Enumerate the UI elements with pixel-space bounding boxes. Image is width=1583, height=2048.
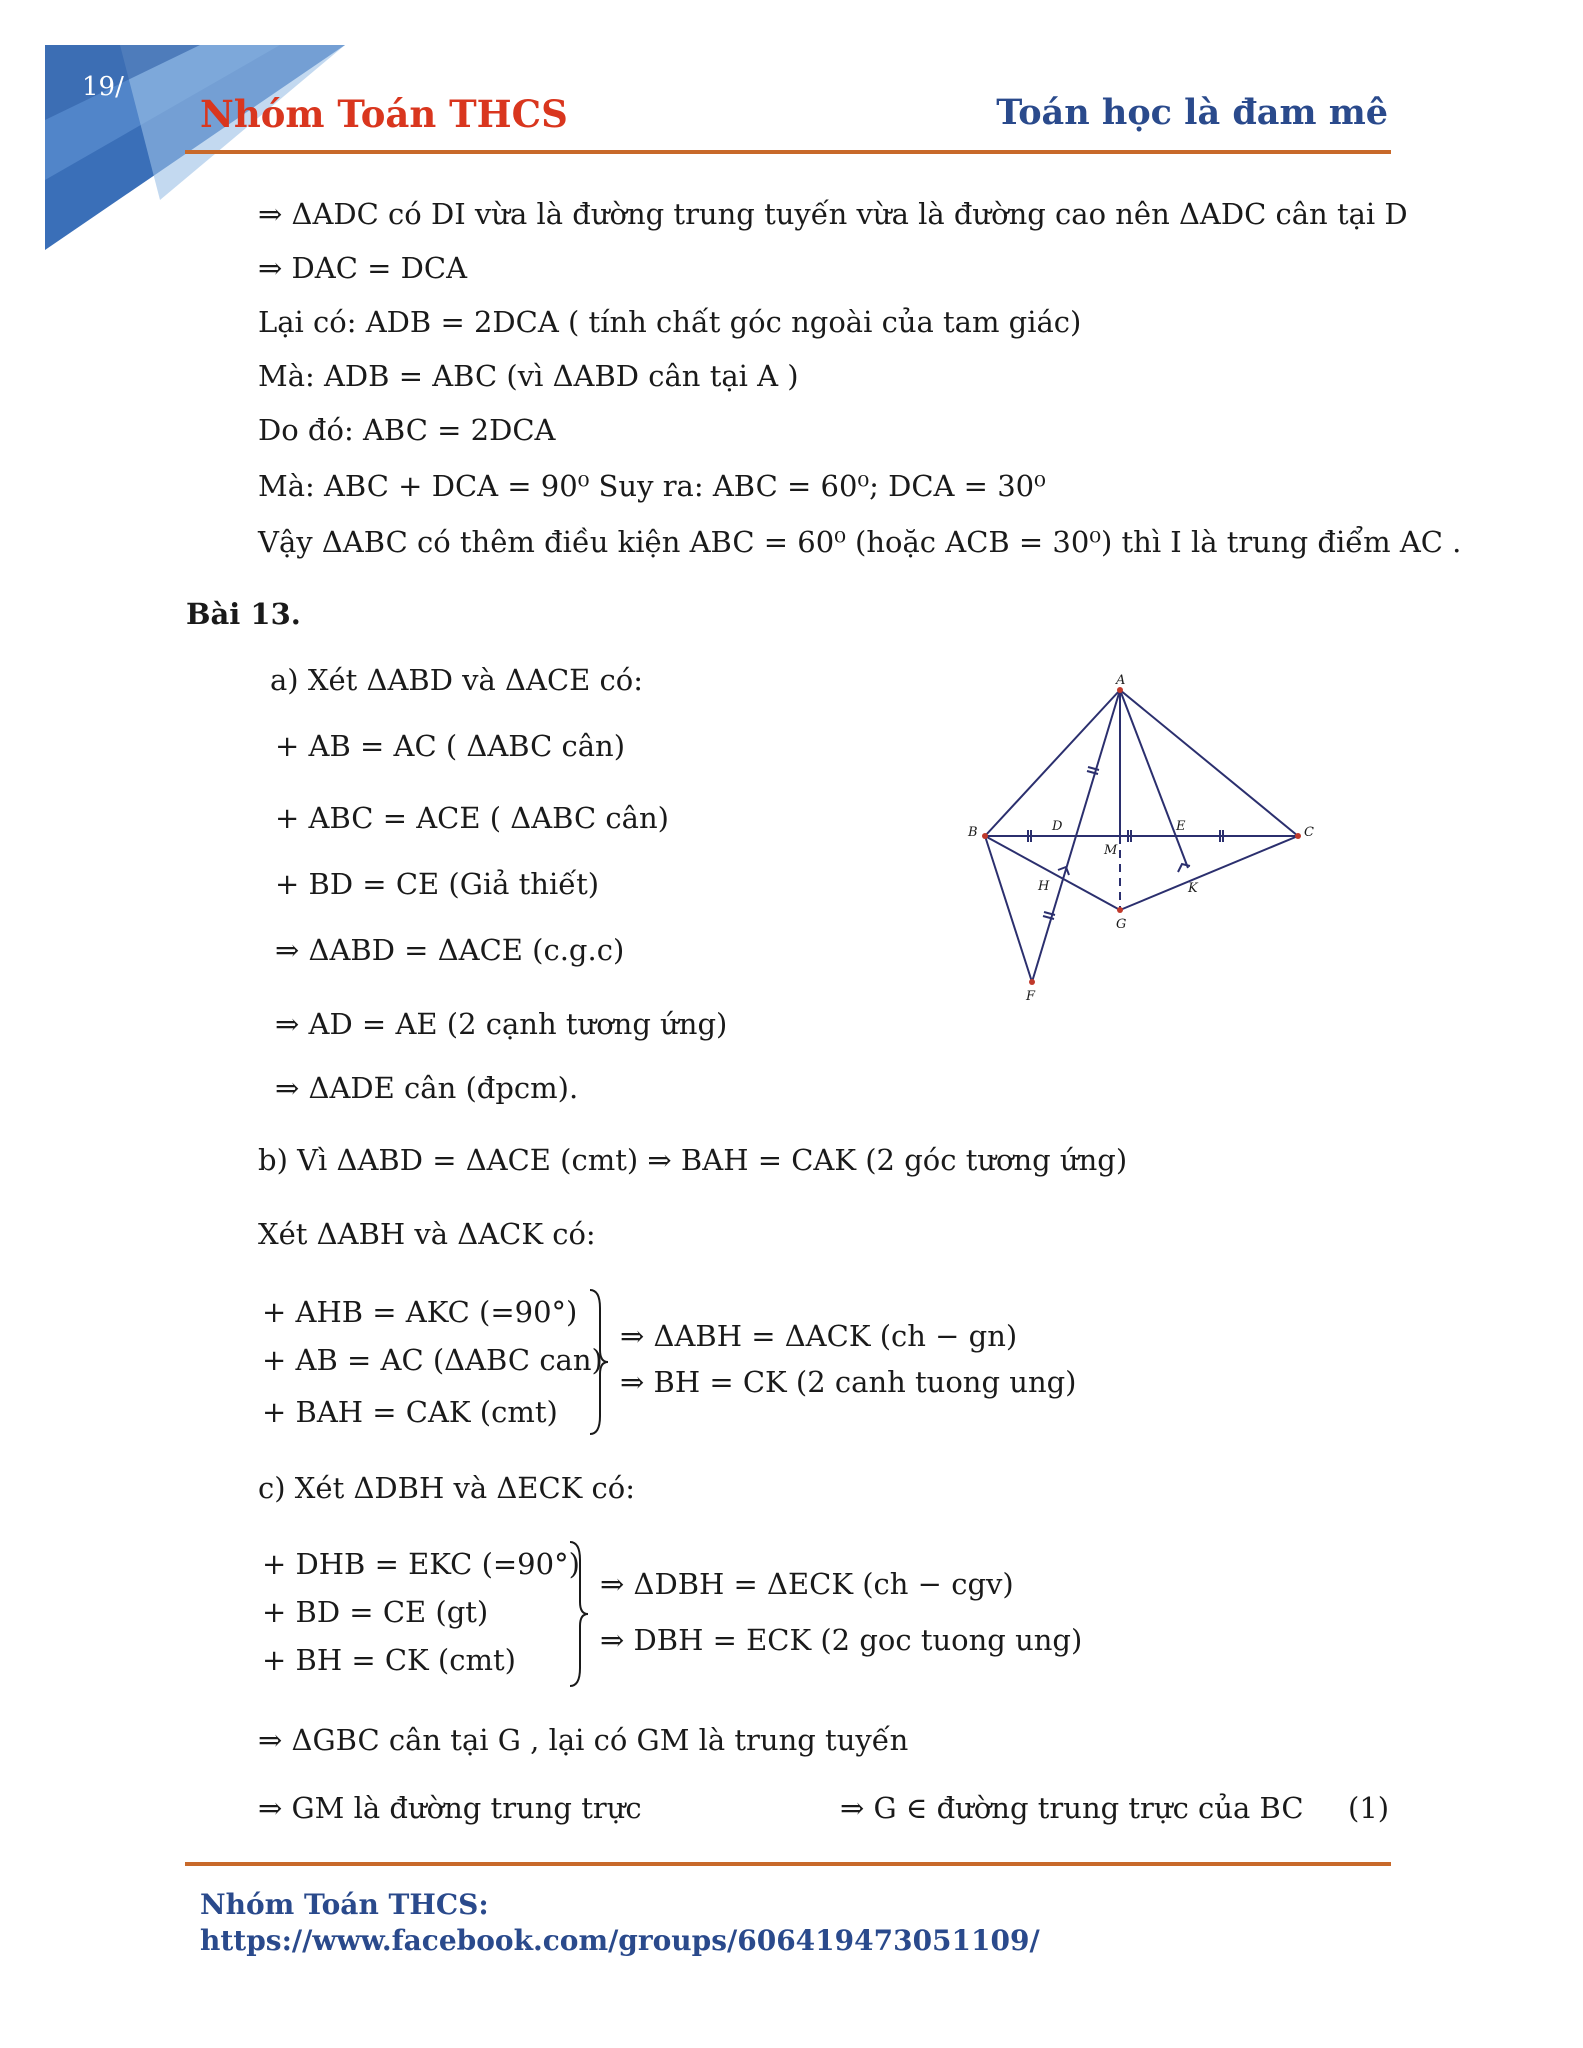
tagline: Toán học là đam mê <box>996 92 1388 133</box>
text-line: ⇒ DBH = ECK (2 goc tuong ung) <box>600 1623 1083 1657</box>
text-line: ⇒ DAC = DCA <box>258 251 468 285</box>
equation-number: (1) <box>1348 1791 1390 1825</box>
text-line: + AB = AC ( ΔABC cân) <box>275 729 626 763</box>
text-line: Vậy ΔABC có thêm điều kiện ABC = 60⁰ (hoặc ACB = 30⁰) thì I là trung điểm AC . <box>258 525 1462 559</box>
label-A: A <box>1116 673 1126 688</box>
text-line: ⇒ BH = CK (2 canh tuong ung) <box>620 1365 1077 1399</box>
label-F: F <box>1026 989 1036 1004</box>
label-K: K <box>1188 881 1198 896</box>
geometry-figure <box>920 670 1320 1010</box>
footer-rule <box>185 1862 1391 1866</box>
text-line: a) Xét ΔABD và ΔACE có: <box>270 663 643 697</box>
exercise-heading: Bài 13. <box>186 597 301 631</box>
header-rule <box>185 150 1391 154</box>
label-H: H <box>1038 879 1050 894</box>
brand-title: Nhóm Toán THCS <box>200 92 568 136</box>
label-D: D <box>1052 819 1063 834</box>
text-line: ⇒ ΔGBC cân tại G , lại có GM là trung tuyến <box>258 1723 909 1757</box>
text-line: ⇒ G ∈ đường trung trực của BC <box>840 1791 1304 1825</box>
text-line: Mà: ADB = ABC (vì ΔABD cân tại A ) <box>258 359 799 393</box>
text-line: + BAH = CAK (cmt) <box>262 1395 558 1429</box>
label-B: B <box>968 825 978 840</box>
footer-group-name: Nhóm Toán THCS: <box>200 1888 489 1921</box>
text-line: ⇒ GM là đường trung trực <box>258 1791 642 1825</box>
text-line: + DHB = EKC (=90°) <box>262 1547 580 1581</box>
label-G: G <box>1116 917 1127 932</box>
text-line: ⇒ ΔADE cân (đpcm). <box>275 1071 579 1105</box>
label-E: E <box>1176 819 1186 834</box>
text-line: ⇒ ΔDBH = ΔECK (ch − cgv) <box>600 1567 1014 1601</box>
text-line: + ABC = ACE ( ΔABC cân) <box>275 801 669 835</box>
text-line: c) Xét ΔDBH và ΔECK có: <box>258 1471 636 1505</box>
text-line: Do đó: ABC = 2DCA <box>258 413 556 447</box>
label-C: C <box>1304 825 1314 840</box>
footer-link[interactable]: https://www.facebook.com/groups/606419473051109/ <box>200 1924 1040 1957</box>
right-brace <box>586 1288 612 1436</box>
text-line: + BD = CE (gt) <box>262 1595 489 1629</box>
text-line: Lại có: ADB = 2DCA ( tính chất góc ngoài của tam giác) <box>258 305 1082 339</box>
right-brace <box>566 1540 592 1688</box>
text-line: + AHB = AKC (=90°) <box>262 1295 578 1329</box>
text-line: ⇒ ΔABD = ΔACE (c.g.c) <box>275 933 625 967</box>
text-line: b) Vì ΔABD = ΔACE (cmt) ⇒ BAH = CAK (2 góc tương ứng) <box>258 1143 1128 1177</box>
page-number: 19/ <box>82 72 124 102</box>
text-line: + AB = AC (ΔABC can) <box>262 1343 603 1377</box>
label-M: M <box>1104 843 1118 858</box>
text-line: ⇒ AD = AE (2 cạnh tương ứng) <box>275 1007 728 1041</box>
text-line: ⇒ ΔADC có DI vừa là đường trung tuyến vừa là đường cao nên ΔADC cân tại D <box>258 197 1408 231</box>
text-line: + BD = CE (Giả thiết) <box>275 867 600 901</box>
text-line: Xét ΔABH và ΔACK có: <box>258 1217 596 1251</box>
text-line: + BH = CK (cmt) <box>262 1643 516 1677</box>
text-line: ⇒ ΔABH = ΔACK (ch − gn) <box>620 1319 1018 1353</box>
text-line: Mà: ABC + DCA = 90⁰ Suy ra: ABC = 60⁰; DCA = 30⁰ <box>258 469 1046 503</box>
